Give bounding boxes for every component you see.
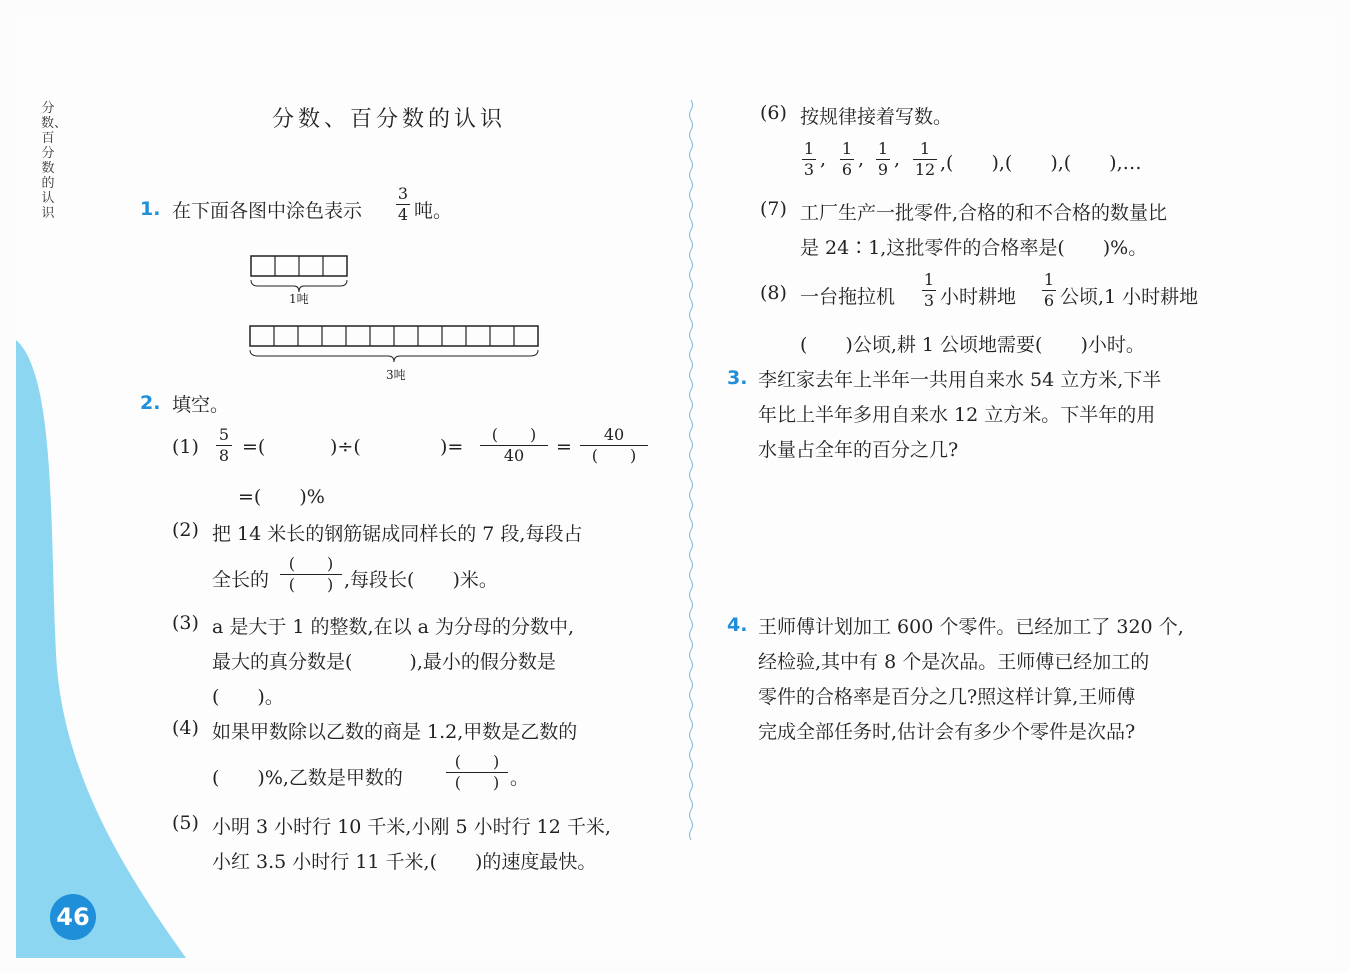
p6-frac-4 [913,140,937,179]
p6-frac-4-n: 1 [919,139,931,158]
p8-label: (8) [760,282,787,304]
p3-line2: 最大的真分数是( ),最小的假分数是 [212,651,556,673]
page-number: 46 [50,894,96,940]
p8-frac-2-n: 1 [1043,270,1055,289]
p2-frac-n: ( ) [288,554,334,573]
p2-line1: 把 14 米长的钢筋锯成同样长的 7 段,每段占 [212,523,583,545]
q1-text-before: 在下面各图中涂色表示 [172,200,363,222]
p5-line2: 小红 3.5 小时行 11 千米,( )的速度最快。 [212,851,597,873]
p1-frac3-d: ( ) [591,446,637,465]
p4-line2b: 。 [510,767,530,789]
p2-line2a: 全长的 [212,569,270,591]
p4-frac-n: ( ) [454,752,500,771]
q1-label-3-ton: 3吨 [386,368,406,382]
q3-line1: 李红家去年上半年一共用自来水 54 立方米,下半 [758,369,1162,391]
p6-frac-4-d: 12 [914,160,936,179]
q3-line3: 水量占全年的百分之几? [758,439,959,461]
p3-label: (3) [172,612,199,634]
p1-label: (1) [172,436,199,458]
p7-line1: 工厂生产一批零件,合格的和不合格的数量比 [800,202,1168,224]
q1-label-1-ton: 1吨 [289,292,309,306]
p6-frac-2 [840,140,854,179]
p6-frac-2-n: 1 [841,139,853,158]
p6-frac-2-d: 6 [841,160,853,179]
q4-number: 4. [727,614,748,636]
p5-label: (5) [172,812,199,834]
p4-frac-d: ( ) [454,773,500,792]
p1-line2: =( )% [238,486,325,508]
p8-frac-2 [1042,271,1056,310]
q2-title: 填空。 [172,394,230,416]
p6-frac-1 [802,140,816,179]
column-divider [688,100,694,870]
p6-comma-2: , [858,148,865,170]
p6-tail: ,( ),( ),( ),… [940,152,1142,174]
p1-frac-d: 8 [218,446,230,465]
q1-fraction [396,185,410,224]
q1-text [172,196,362,223]
p6-frac-3-d: 9 [877,160,889,179]
p4-label: (4) [172,717,199,739]
q4-line1: 王师傅计划加工 600 个零件。已经加工了 320 个, [758,616,1184,638]
p2-frac-d: ( ) [288,575,334,594]
p8-frac-2-d: 6 [1043,291,1055,310]
q2-number: 2. [140,392,161,414]
p6-label: (6) [760,102,787,124]
q1-number: 1. [140,198,161,220]
brace-b [250,350,538,362]
q4-line2: 经检验,其中有 8 个是次品。王师傅已经加工的 [758,651,1150,673]
p2-line2b: ,每段长( )米。 [344,569,498,591]
p4-frac [446,753,508,792]
p6-frac-1-d: 3 [803,160,815,179]
p1-frac2-d: 40 [503,446,525,465]
q3-line2: 年比上半年多用自来水 12 立方米。下半年的用 [758,404,1156,426]
p8-t3: 公顷,1 小时耕地 [1060,286,1199,308]
p6-comma-3: , [894,148,901,170]
p1-frac2-n: ( ) [491,425,537,444]
p1-frac3 [580,426,648,465]
p8-frac-1-d: 3 [923,291,935,310]
p1-eq3: = [556,436,572,458]
q3-number: 3. [727,367,748,389]
p1-frac2 [480,426,548,465]
p8-t1: 一台拖拉机 [800,286,896,308]
side-chapter-label: 分数、百分数的认识 [41,101,68,221]
p8-frac-1 [922,271,936,310]
q1-frac-numerator: 3 [397,184,409,203]
q4-line3: 零件的合格率是百分之几?照这样计算,王师傅 [758,686,1136,708]
p2-label: (2) [172,519,199,541]
p8-t2: 小时耕地 [940,286,1017,308]
p3-line3: ( )。 [212,686,284,708]
p6-frac-3 [876,140,890,179]
p6-frac-1-n: 1 [803,139,815,158]
p1-div: )÷( [330,436,361,458]
p1-eq1: =( [242,436,266,458]
page-title: 分数、百分数的认识 [272,107,507,132]
p6-line1: 按规律接着写数。 [800,106,953,128]
diagram-a [251,256,347,292]
p8-line2: ( )公顷,耕 1 公顷地需要( )小时。 [800,334,1145,356]
p2-frac [280,555,342,594]
q4-line4: 完成全部任务时,估计会有多少个零件是次品? [758,721,1136,743]
p3-line1: a 是大于 1 的整数,在以 a 为分母的分数中, [212,616,575,638]
p1-frac [216,426,232,465]
p1-frac-n: 5 [218,425,230,444]
p7-label: (7) [760,198,787,220]
p6-frac-3-n: 1 [877,139,889,158]
p1-eq2: )= [440,436,464,458]
p4-line2a: ( )%,乙数是甲数的 [212,767,403,789]
diagram-b [250,326,538,362]
p8-frac-1-n: 1 [923,270,935,289]
q1-frac-denominator: 4 [397,205,409,224]
p4-line1: 如果甲数除以乙数的商是 1.2,甲数是乙数的 [212,721,578,743]
p6-comma-1: , [820,148,827,170]
p7-line2: 是 24∶1,这批零件的合格率是( )%。 [800,237,1148,259]
p5-line1: 小明 3 小时行 10 千米,小刚 5 小时行 12 千米, [212,816,611,838]
p1-frac3-n: 40 [603,425,625,444]
q1-diagram [248,254,543,384]
q1-text-after: 吨。 [414,200,453,222]
